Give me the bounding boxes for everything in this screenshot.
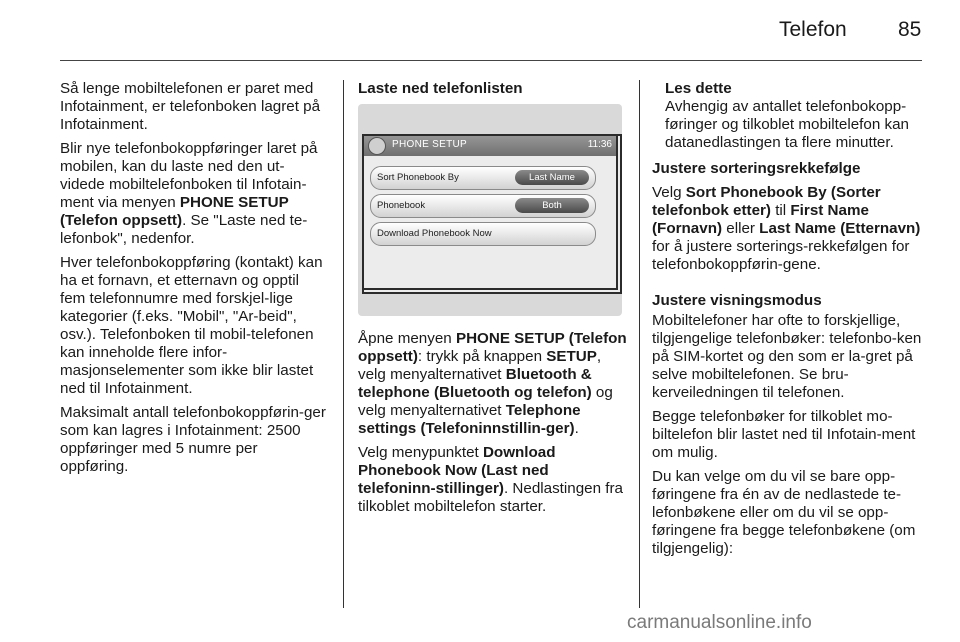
- note-body: Avhengig av antallet telefonbokopp-føringer og tilkoblet mobiltelefon kan datanedlastingen ta flere minutter.: [665, 98, 909, 151]
- header-divider: [60, 60, 922, 61]
- column-divider: [639, 80, 640, 608]
- phone-setup-screenshot: [358, 104, 622, 316]
- column-middle: [358, 80, 628, 104]
- paragraph: Mobiltelefoner har ofte to forskjellige, tilgjengelige telefonbøker: telefonbo-ken på SIM-kortet og den som er la-gret på selve mobiltelefonen. Se bru-kerveiledningen til telefonen.: [652, 312, 922, 401]
- menu-value-badge: Both: [515, 198, 589, 213]
- paragraph: Velg Sort Phonebook By (Sorter telefonbok etter) til First Name (Fornavn) eller Last Name (Etternavn) for å justere sorterings-rekkefølgen for telefonbokoppførin-gene.: [652, 184, 921, 273]
- column-middle-text: [358, 330, 628, 522]
- note-title: Les dette: [665, 80, 732, 97]
- column-right: [652, 80, 924, 564]
- column-left: [60, 80, 328, 482]
- watermark: carmanualsonline.info: [627, 612, 812, 633]
- note-box: [652, 80, 924, 152]
- menu-row-phonebook: Phonebook Both: [370, 194, 596, 218]
- paragraph: Blir nye telefonbokoppføringer laret på mobilen, kan du laste ned den ut-videde mobiltelefonboken til Infotain-ment via menyen PHONE SETUP (Telefon oppsett). Se "Laste ned te-lefonbok", nedenfor.: [60, 140, 318, 247]
- screen-clock: 11:36: [587, 139, 612, 150]
- page-header: [0, 0, 960, 62]
- paragraph: Maksimalt antall telefonbokoppførin-ger som kan lagres i Infotainment: 2500 oppføringer med 5 numre per oppføring.: [60, 404, 326, 475]
- paragraph: Åpne menyen PHONE SETUP (Telefon oppsett): trykk på knappen SETUP, velg menyalternativet Bluetooth & telephone (Bluetooth og telefon) og velg menyalternativet Telephone settings (Telefoninnstillin-ger).: [358, 330, 627, 437]
- screen-frame: [362, 134, 618, 290]
- paragraph: Du kan velge om du vil se bare opp-føringene fra én av de nedlastede te-lefonbøkene eller om du vil se opp-føringene fra begge telefonbøkene (om tilgjengelig):: [652, 468, 916, 557]
- section-heading: Laste ned telefonlisten: [358, 80, 523, 97]
- menu-value-badge: Last Name: [515, 170, 589, 185]
- paragraph: Så lenge mobiltelefonen er paret med Infotainment, er telefonboken lagret på Infotainment.: [60, 80, 321, 133]
- paragraph: Begge telefonbøker for tilkoblet mo-biltelefon blir lastet ned til Infotain-ment om mulig.: [652, 408, 916, 461]
- menu-row-sort-phonebook: Sort Phonebook By Last Name: [370, 166, 596, 190]
- screen-title: PHONE SETUP: [392, 139, 467, 150]
- menu-row-download-phonebook: Download Phonebook Now: [370, 222, 596, 246]
- paragraph: Velg menypunktet Download Phonebook Now (Last ned telefoninn-stillinger). Nedlastingen fra tilkoblet mobiltelefon starter.: [358, 444, 624, 515]
- section-heading: Justere visningsmodus: [652, 292, 822, 309]
- page-title: Telefon: [779, 18, 847, 41]
- section-heading: Justere sorteringsrekkefølge: [652, 160, 861, 177]
- paragraph: Hver telefonbokoppføring (kontakt) kan ha et fornavn, et etternavn og opptil fem telefonnumre med forskjel-lige kategorier (f.eks. "Mobil", "Ar-beid", osv.). Telefonboken til mobil-telefonen kan inneholde flere infor-masjonselementer som ikke blir lastet ned til Infotainment.: [60, 254, 323, 397]
- column-divider: [343, 80, 344, 608]
- page-number: 85: [898, 18, 922, 41]
